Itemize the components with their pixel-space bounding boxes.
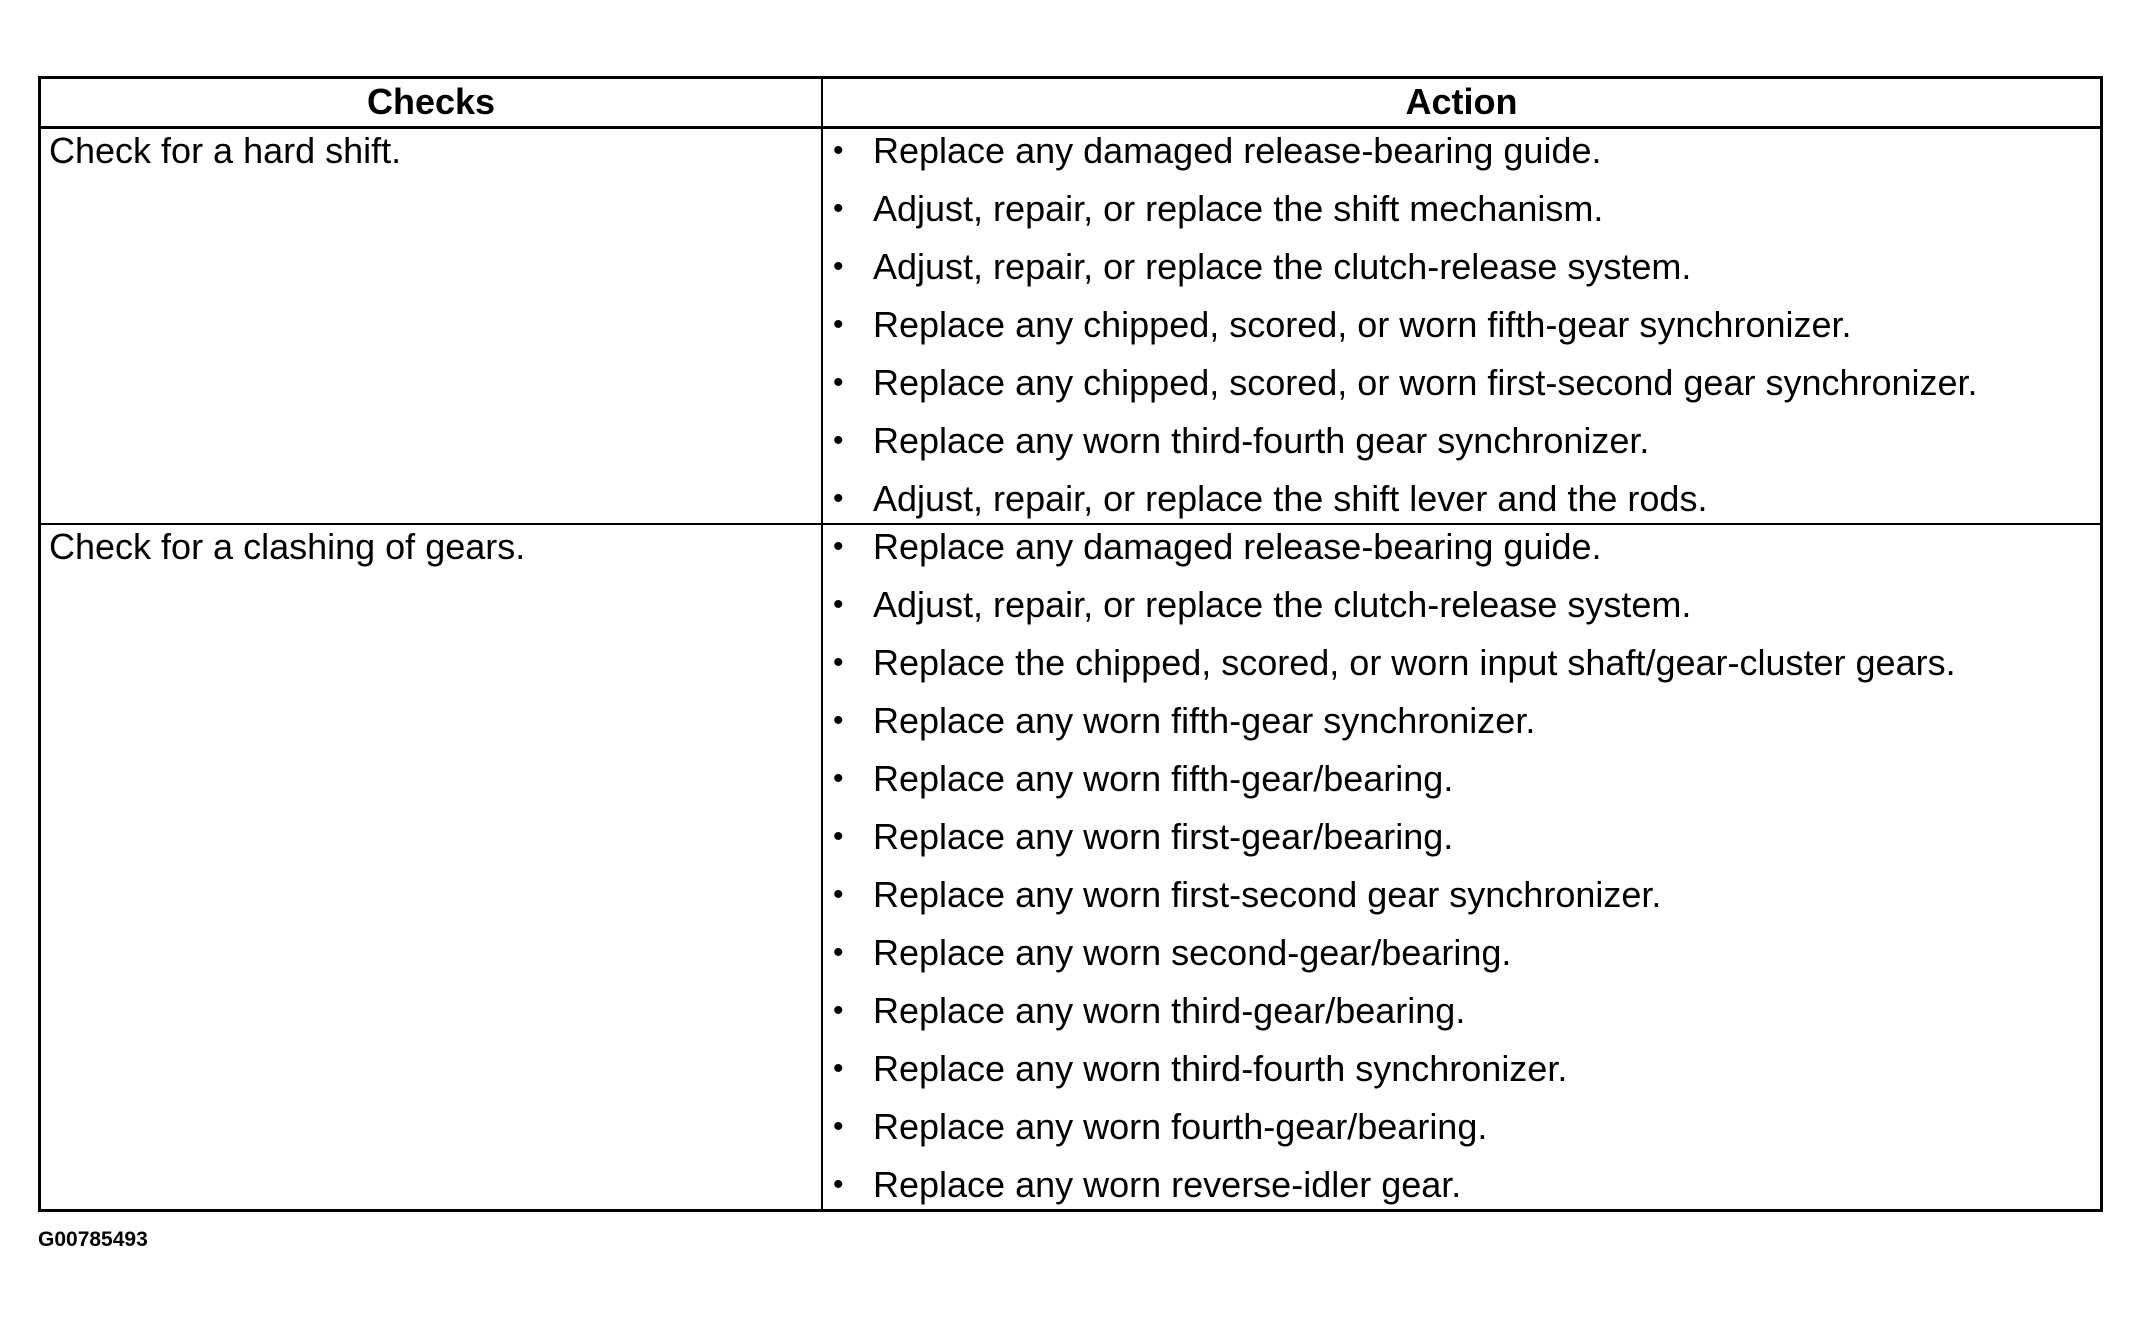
bullet-icon: • — [833, 250, 844, 283]
action-item — [823, 1163, 2100, 1209]
action-text: Replace any worn third-gear/bearing. — [873, 990, 1466, 1031]
action-item — [823, 129, 2100, 187]
action-item — [823, 1047, 2100, 1105]
table-row — [41, 129, 2100, 523]
action-text: Replace any worn third-fourth synchronizer. — [873, 1048, 1568, 1089]
action-item — [823, 525, 2100, 583]
action-text: Replace any worn fifth-gear synchronizer. — [873, 700, 1536, 741]
action-list — [823, 129, 2100, 523]
bullet-icon: • — [833, 1052, 844, 1085]
diagnostic-table — [38, 76, 2103, 1212]
bullet-icon: • — [833, 588, 844, 621]
action-item — [823, 873, 2100, 931]
action-item — [823, 989, 2100, 1047]
bullet-icon: • — [833, 530, 844, 563]
bullet-icon: • — [833, 704, 844, 737]
table-header-row — [41, 79, 2100, 129]
action-text: Adjust, repair, or replace the shift mechanism. — [873, 188, 1604, 229]
bullet-icon: • — [833, 308, 844, 341]
action-item — [823, 1105, 2100, 1163]
action-item — [823, 303, 2100, 361]
action-text: Replace any damaged release-bearing guide. — [873, 130, 1602, 171]
bullet-icon: • — [833, 1110, 844, 1143]
action-text: Replace any chipped, scored, or worn first-second gear synchronizer. — [873, 362, 1978, 403]
bullet-icon: • — [833, 878, 844, 911]
action-text: Replace any damaged release-bearing guide. — [873, 526, 1602, 567]
bullet-icon: • — [833, 134, 844, 167]
check-text: Check for a hard shift. — [49, 130, 402, 171]
bullet-icon: • — [833, 820, 844, 853]
action-text: Replace the chipped, scored, or worn input shaft/gear-cluster gears. — [873, 642, 1956, 683]
header-action: Action — [1405, 81, 1518, 122]
action-item — [823, 583, 2100, 641]
action-text: Adjust, repair, or replace the clutch-release system. — [873, 584, 1692, 625]
action-item — [823, 699, 2100, 757]
action-text: Replace any worn first-gear/bearing. — [873, 816, 1454, 857]
action-text: Adjust, repair, or replace the clutch-release system. — [873, 246, 1692, 287]
table-row — [41, 523, 2100, 1209]
action-text: Replace any chipped, scored, or worn fifth-gear synchronizer. — [873, 304, 1852, 345]
header-checks: Checks — [41, 79, 823, 126]
action-list — [823, 525, 2100, 1209]
action-item — [823, 757, 2100, 815]
action-text: Adjust, repair, or replace the shift lever and the rods. — [873, 478, 1708, 519]
action-item — [823, 931, 2100, 989]
action-text: Replace any worn third-fourth gear synchronizer. — [873, 420, 1650, 461]
action-item — [823, 361, 2100, 419]
action-item — [823, 641, 2100, 699]
bullet-icon: • — [833, 1168, 844, 1201]
bullet-icon: • — [833, 424, 844, 457]
action-item — [823, 477, 2100, 523]
check-text: Check for a clashing of gears. — [49, 526, 526, 567]
action-text: Replace any worn reverse-idler gear. — [873, 1164, 1462, 1205]
bullet-icon: • — [833, 482, 844, 515]
check-cell — [41, 129, 823, 523]
action-item — [823, 419, 2100, 477]
bullet-icon: • — [833, 762, 844, 795]
bullet-icon: • — [833, 366, 844, 399]
action-item — [823, 245, 2100, 303]
bullet-icon: • — [833, 192, 844, 225]
action-text: Replace any worn fourth-gear/bearing. — [873, 1106, 1488, 1147]
action-item — [823, 187, 2100, 245]
figure-id: G00785493 — [38, 1228, 148, 1251]
bullet-icon: • — [833, 646, 844, 679]
action-item — [823, 815, 2100, 873]
bullet-icon: • — [833, 936, 844, 969]
bullet-icon: • — [833, 994, 844, 1027]
action-text: Replace any worn second-gear/bearing. — [873, 932, 1512, 973]
check-cell — [41, 525, 823, 1209]
action-text: Replace any worn fifth-gear/bearing. — [873, 758, 1454, 799]
action-text: Replace any worn first-second gear synchronizer. — [873, 874, 1662, 915]
action-cell — [823, 129, 2100, 523]
action-cell — [823, 525, 2100, 1209]
